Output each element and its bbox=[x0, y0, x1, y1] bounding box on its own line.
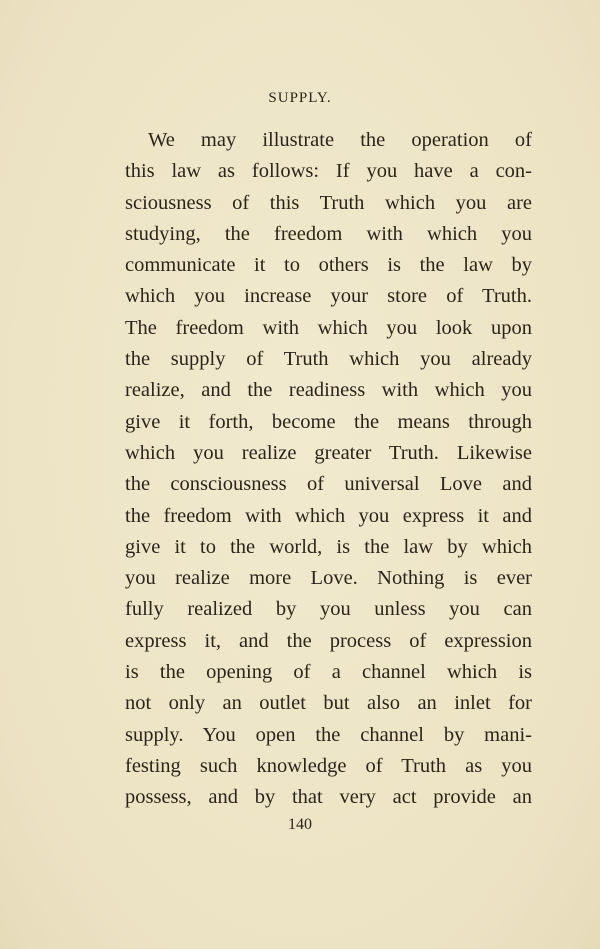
text-line: give it to the world, is the law by which bbox=[125, 535, 532, 558]
text-line: fully realized by you unless you can bbox=[125, 598, 532, 621]
text-line: the supply of Truth which you already bbox=[125, 348, 532, 371]
text-line: We may illustrate the operation of bbox=[148, 129, 532, 151]
text-line: which you realize greater Truth. Likewise bbox=[125, 441, 532, 464]
running-head: SUPPLY. bbox=[268, 90, 332, 106]
text-line: realize, and the readiness with which you bbox=[125, 379, 532, 402]
text-line: express it, and the process of expression bbox=[125, 629, 532, 652]
text-line: The freedom with which you look upon bbox=[125, 316, 532, 339]
text-line: give it forth, become the means through bbox=[125, 410, 532, 433]
text-line: possess, and by that very act provide an bbox=[125, 786, 532, 809]
text-line: the consciousness of universal Love and bbox=[125, 473, 532, 496]
text-line: is the opening of a channel which is bbox=[125, 661, 532, 684]
text-line: the freedom with which you express it and bbox=[125, 504, 532, 527]
page-number: 140 bbox=[288, 816, 312, 833]
text-line: which you increase your store of Truth. bbox=[125, 285, 532, 308]
text-line: not only an outlet but also an inlet for bbox=[125, 692, 532, 715]
text-line: studying, the freedom with which you bbox=[125, 222, 532, 245]
text-line: sciousness of this Truth which you are bbox=[125, 191, 532, 214]
text-line: supply. You open the channel by mani- bbox=[125, 723, 532, 746]
text-line: this law as follows: If you have a con- bbox=[125, 160, 532, 183]
text-line: communicate it to others is the law by bbox=[125, 254, 532, 277]
text-line: you realize more Love. Nothing is ever bbox=[125, 567, 532, 590]
text-line: festing such knowledge of Truth as you bbox=[125, 754, 532, 777]
body-text bbox=[125, 125, 532, 814]
